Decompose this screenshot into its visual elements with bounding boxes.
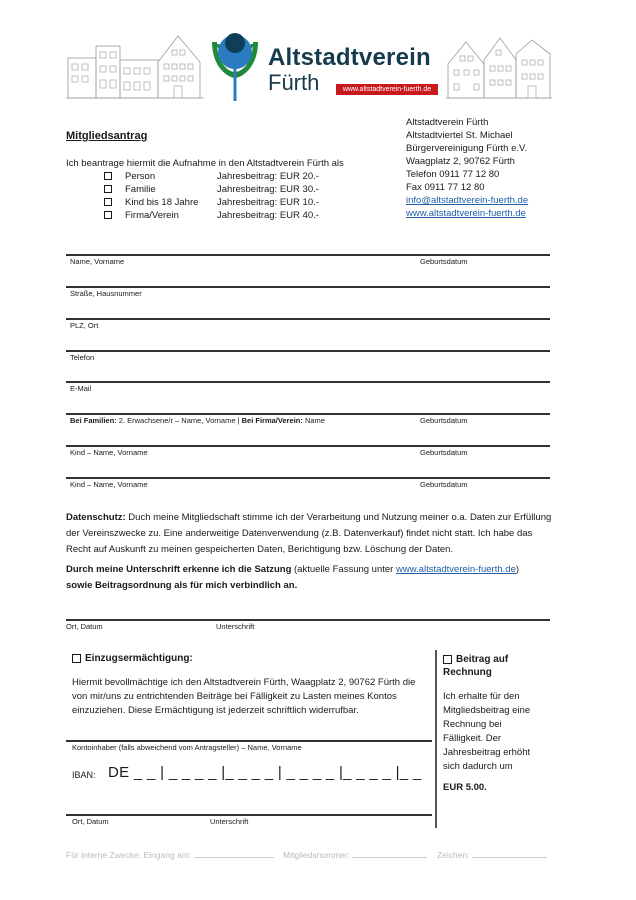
option-label: Kind bis 18 Jahre <box>125 196 199 208</box>
invoice-text-line: Jahresbeitrag erhöht <box>443 747 531 758</box>
checkbox-icon[interactable] <box>104 198 112 206</box>
checkbox-icon[interactable] <box>104 185 112 193</box>
contact-block <box>406 116 528 220</box>
field-line <box>66 286 550 288</box>
footer-member-label: Mitgliedsnummer: <box>283 850 351 860</box>
checkbox-icon[interactable] <box>104 172 112 180</box>
debit-signature-label[interactable]: Unterschrift <box>210 817 249 826</box>
option-label: Person <box>125 170 156 182</box>
option-fee: Jahresbeitrag: EUR 40.- <box>217 209 319 221</box>
company-prefix: Bei Firma/Verein: <box>241 416 303 425</box>
direct-debit-title: Einzugsermächtigung: <box>85 653 193 664</box>
checkbox-icon[interactable] <box>104 211 112 219</box>
privacy-paragraph <box>66 510 552 558</box>
invoice-text-line: Rechnung bei <box>443 719 502 730</box>
email-field-label[interactable]: E-Mail <box>70 384 92 393</box>
option-company[interactable] <box>104 209 319 221</box>
place-date-label[interactable]: Ort, Datum <box>66 622 103 631</box>
phone-field-label[interactable]: Telefon <box>70 353 95 362</box>
family-prefix: Bei Familien: <box>70 416 117 425</box>
logo-icon <box>209 30 261 102</box>
debit-signature-line <box>66 814 432 816</box>
field-line <box>66 350 550 352</box>
debit-place-date-label[interactable]: Ort, Datum <box>72 817 109 826</box>
logo-title: Altstadtverein <box>268 44 431 71</box>
contact-line: Altstadtviertel St. Michael <box>406 130 513 141</box>
footer-received-label: Für interne Zwecke: Eingang am: <box>66 850 192 860</box>
footer-member-blank[interactable] <box>352 857 427 858</box>
invoice-text-line: Mitgliedsbeitrag eine <box>443 705 531 716</box>
birthdate-field-label[interactable]: Geburtsdatum <box>420 257 468 266</box>
statute-bold-2: sowie Beitragsordnung als für mich verbindlich an. <box>66 580 298 591</box>
contact-web-link[interactable]: www.altstadtverein-fuerth.de <box>406 208 526 219</box>
footer-sign-blank[interactable] <box>472 857 547 858</box>
statute-link[interactable]: www.altstadtverein-fuerth.de <box>395 564 516 575</box>
signature-line <box>66 619 550 621</box>
invoice-amount: EUR 5.00. <box>443 782 487 793</box>
statute-normal: (aktuelle Fassung unter <box>291 564 396 575</box>
contact-phone: Telefon 0911 77 12 80 <box>406 169 500 180</box>
company-text: Name <box>302 416 325 425</box>
contact-line: Altstadtverein Fürth <box>406 117 489 128</box>
houses-illustration-left <box>66 30 204 100</box>
statute-close: ) <box>515 564 520 575</box>
contact-address: Waagplatz 2, 90762 Fürth <box>406 156 515 167</box>
invoice-title-line2: Rechnung <box>443 667 492 678</box>
invoice-text <box>443 690 530 774</box>
account-holder-line <box>66 740 432 742</box>
birthdate-field-label[interactable]: Geburtsdatum <box>420 448 468 457</box>
invoice-option[interactable] <box>443 653 508 679</box>
account-holder-label[interactable]: Kontoinhaber (falls abweichend vom Antragsteller) – Name, Vorname <box>72 743 302 752</box>
signature-label[interactable]: Unterschrift <box>216 622 255 631</box>
option-fee: Jahresbeitrag: EUR 10.- <box>217 196 319 208</box>
invoice-title-line1: Beitrag auf <box>456 654 509 665</box>
checkbox-icon[interactable] <box>72 654 81 663</box>
zip-city-field-label[interactable]: PLZ, Ort <box>70 321 99 330</box>
option-child[interactable] <box>104 196 319 208</box>
name-field-label[interactable]: Name, Vorname <box>70 257 125 266</box>
iban-label: IBAN: <box>72 770 96 780</box>
field-line <box>66 318 550 320</box>
contact-line: Bürgervereinigung Fürth e.V. <box>406 143 528 154</box>
second-adult-field-label[interactable] <box>70 416 325 425</box>
statute-paragraph <box>66 562 552 594</box>
direct-debit-text: Hiermit bevollmächtige ich den Altstadtverein Fürth, Waagplatz 2, 90762 Fürth die von mir/uns zu entrichtenden Beiträge bei Fälligkeit zu Lasten meines Kontos einzuziehen. Diese Ermächtigung ist jederzeit schriftlich widerrufbar. <box>72 677 416 716</box>
birthdate-field-label[interactable]: Geburtsdatum <box>420 416 468 425</box>
logo-subtitle: Fürth <box>268 70 320 95</box>
privacy-label: Datenschutz: <box>66 512 126 523</box>
option-fee: Jahresbeitrag: EUR 20.- <box>217 170 319 182</box>
family-text: 2. Erwachsene/r – Name, Vorname | <box>116 416 242 425</box>
statute-bold: Durch meine Unterschrift erkenne ich die Satzung <box>66 564 292 575</box>
logo-url-banner: www.altstadtverein-fuerth.de <box>336 84 438 95</box>
option-family[interactable] <box>104 183 319 195</box>
street-field-label[interactable]: Straße, Hausnummer <box>70 289 142 298</box>
contact-fax: Fax 0911 77 12 80 <box>406 182 485 193</box>
invoice-text-line: sich dadurch um <box>443 761 513 772</box>
houses-illustration-right <box>446 30 552 100</box>
invoice-text-line: Fälligkeit. Der <box>443 733 502 744</box>
divider <box>435 650 437 828</box>
iban-field[interactable]: DE _ _ | _ _ _ _ |_ _ _ _ | _ _ _ _ |_ _ _ _ |_ _ <box>108 764 422 781</box>
page-title: Mitgliedsantrag <box>66 130 148 142</box>
field-line <box>66 477 550 479</box>
checkbox-icon[interactable] <box>443 655 452 664</box>
field-line <box>66 413 550 415</box>
birthdate-field-label[interactable]: Geburtsdatum <box>420 480 468 489</box>
option-fee: Jahresbeitrag: EUR 30.- <box>217 183 319 195</box>
child2-field-label[interactable]: Kind – Name, Vorname <box>70 480 148 489</box>
invoice-text-line: Ich erhalte für den <box>443 691 520 702</box>
option-person[interactable] <box>104 170 319 182</box>
intro-text: Ich beantrage hiermit die Aufnahme in den Altstadtverein Fürth als <box>66 158 344 169</box>
field-line <box>66 381 550 383</box>
contact-email-link[interactable]: info@altstadtverein-fuerth.de <box>406 195 529 206</box>
direct-debit-option[interactable] <box>72 653 193 664</box>
option-label: Familie <box>125 183 156 195</box>
footer-sign-label: Zeichen: <box>436 850 470 860</box>
child1-field-label[interactable]: Kind – Name, Vorname <box>70 448 148 457</box>
internal-use-footer <box>66 850 547 860</box>
field-line <box>66 254 550 256</box>
option-label: Firma/Verein <box>125 209 179 221</box>
field-line <box>66 445 550 447</box>
privacy-text: Duch meine Mitgliedschaft stimme ich der Verarbeitung und Nutzung meiner o.a. Daten zur Erfüllung der Vereinszwecke zu. Eine anderweitige Datenverwendung (z.B. Datenverkauf) findet nicht statt. Ich habe das Recht auf Auskunft zu meinen gespeicherten Daten, Berichtigung bzw. Löschung der Daten. <box>66 512 552 555</box>
footer-received-blank[interactable] <box>194 857 274 858</box>
